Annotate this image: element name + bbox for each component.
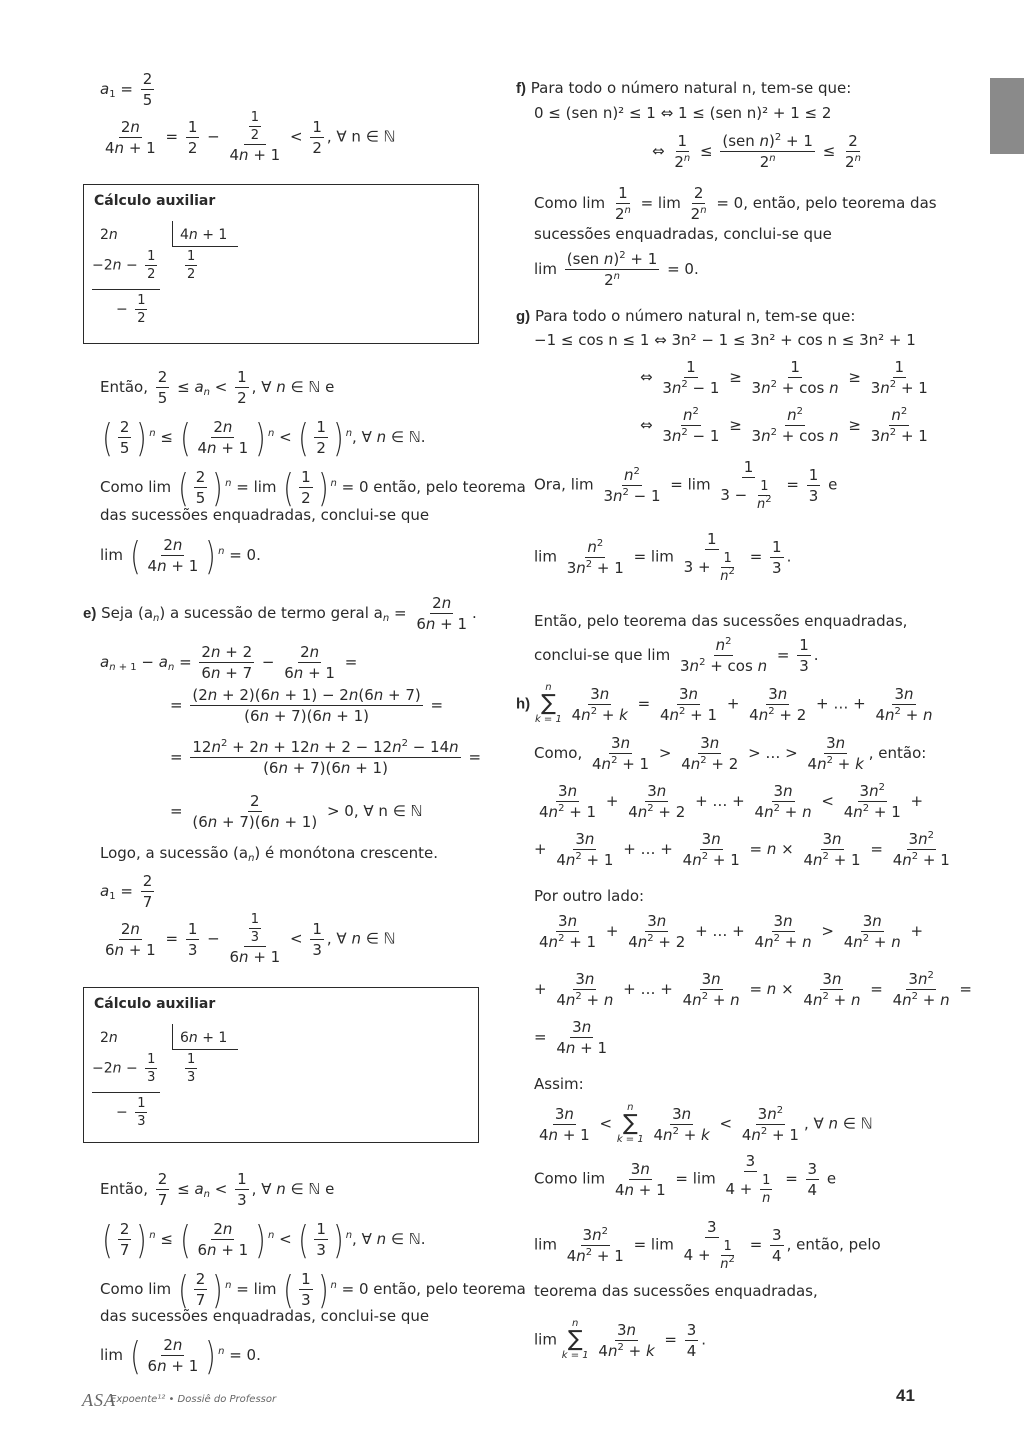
section-g-intro: g) Para todo o número natural n, tem-se que: <box>516 307 856 325</box>
h-como: Como, $\frac{3n}{4n^2 + 1}$ > $\frac{3n}{4n^2 + 2}$ > … > $\frac{3n}{4n^2 + k}$ , então: <box>534 734 927 773</box>
side-tab-marker <box>990 78 1024 154</box>
g-ora-lim: Ora, lim $\frac{n^2}{3n^2 - 1}$ = lim 1 3 − $\frac{1}{n^2}$ = $\frac{1}{3}$ e <box>534 458 838 512</box>
footer-subtitle: Expoente¹² • Dossiê do Professor <box>110 1394 277 1405</box>
f-line-1: 0 ≤ (sen n)² ≤ 1 ⇔ 1 ≤ (sen n)² + 1 ≤ 2 <box>534 104 832 122</box>
entao-ineq-e: Então, $\frac{2}{7}$ ≤ $a_n$ < $\frac{1}{3}$ , ∀ n ∈ ℕ e <box>100 1170 335 1209</box>
section-f-intro: f) Para todo o número natural n, tem-se que: <box>516 79 852 97</box>
h-teorema: teorema das sucessões enquadradas, <box>534 1282 818 1300</box>
g-entao: Então, pelo teorema das sucessões enquadradas, <box>534 612 908 630</box>
como-lim-e: Como lim ( $\frac{2}{7}$ ) $^n$ = lim ( $\frac{1}{3}$ ) $^n$ = 0 então, pelo teorema <box>100 1267 526 1312</box>
eq-diff-3: = $\frac{12n^2 + 2n + 12n + 2 - 12n^2 - 14n}{(6n + 7)(6n + 1)}$ = <box>170 738 482 777</box>
g-conclui: conclui-se que lim $\frac{n^2}{3n^2 + \cos n}$ = $\frac{1}{3}$ . <box>534 636 819 675</box>
eq-diff-1: $a_{n + 1} - a_n$ = $\frac{2n + 2}{6n + 7}$ − $\frac{2n}{6n + 1}$ = <box>100 643 358 682</box>
power-ineq-d: ( $\frac{2}{5}$ ) $^n$ ≤ ( $\frac{2n}{4n + 1}$ ) $^n$ < ( $\frac{1}{2}$ ) $^n$, ∀ n ∈ ℕ. <box>102 415 426 460</box>
logo-monotona: Logo, a sucessão $(a_n)$ é monótona crescente. <box>100 844 439 864</box>
h-ineq-3: $\frac{3n}{4n^2 + 1}$ + $\frac{3n}{4n^2 + 2}$ + … + $\frac{3n}{4n^2 + n}$ > $\frac{3n}{4n^2 + n}$ + <box>539 912 924 951</box>
aux-calc-title: Cálculo auxiliar <box>94 996 216 1012</box>
aux-calc-box-e: Cálculo auxiliar 2n 6n + 1 −2n − $\frac{1}{3}$ $\frac{1}{3}$ − $\frac{1}{3}$ <box>83 987 479 1143</box>
eq-a1-e: $a_1$ = $\frac{2}{7}$ <box>100 872 153 911</box>
como-lim-d: Como lim ( $\frac{2}{5}$ ) $^n$ = lim ( $\frac{1}{2}$ ) $^n$ = 0 então, pelo teorema <box>100 465 526 510</box>
aux-calc-title: Cálculo auxiliar <box>94 193 216 209</box>
h-ineq-1: $\frac{3n}{4n^2 + 1}$ + $\frac{3n}{4n^2 + 2}$ + … + $\frac{3n}{4n^2 + n}$ < $\frac{3n^2}{4n^2 + 1}$ + <box>539 782 924 821</box>
h-assim-ineq: $\frac{3n}{4n + 1}$ < n ∑ k = 1 $\frac{3n}{4n^2 + k}$ < $\frac{3n^2}{4n^2 + 1}$ , ∀ n ∈ ℕ <box>539 1102 873 1145</box>
publisher-logo: ASA <box>82 1390 116 1410</box>
h-como-lim: Como lim $\frac{3n}{4n + 1}$ = lim 3 4 + $\frac{1}{n}$ = $\frac{3}{4}$ e <box>534 1152 837 1206</box>
g-lim-2: lim $\frac{n^2}{3n^2 + 1}$ = lim 1 3 + $\frac{1}{n^2}$ = $\frac{1}{3}$ . <box>534 530 792 584</box>
eq-diff-4: = $\frac{2}{(6n + 7)(6n + 1)}$ > 0, ∀ n ∈ ℕ <box>170 792 423 831</box>
eq-2n-over-4n1: $\frac{2n}{4n + 1}$ = $\frac{1}{2}$ − $\frac{\frac{1}{2}}{4n + 1}$ < $\frac{1}{2}$ , ∀ n ∈ ℕ <box>105 110 396 164</box>
lim-result-e: lim ( $\frac{2n}{6n + 1}$ ) $^n$ = 0. <box>100 1333 261 1378</box>
power-ineq-e: ( $\frac{2}{7}$ ) $^n$ ≤ ( $\frac{2n}{6n + 1}$ ) $^n$ < ( $\frac{1}{3}$ ) $^n$, ∀ n ∈ ℕ. <box>102 1217 426 1262</box>
g-line-1: −1 ≤ cos n ≤ 1 ⇔ 3n² − 1 ≤ 3n² + cos n ≤ 3n² + 1 <box>534 331 916 349</box>
das-sucessoes-e: das sucessões enquadradas, conclui-se que <box>100 1307 430 1325</box>
h-ineq-2: + $\frac{3n}{4n^2 + 1}$ + … + $\frac{3n}{4n^2 + 1}$ = n × $\frac{3n}{4n^2 + 1}$ = $\frac{3n^2}{4n^2 + 1}$ <box>534 830 950 869</box>
f-sucessoes: sucessões enquadradas, conclui-se que <box>534 225 832 243</box>
page-number: 41 <box>896 1386 915 1405</box>
f-como-lim: Como lim $\frac{1}{2^n}$ = lim $\frac{2}{2^n}$ = 0, então, pelo teorema das <box>534 184 937 223</box>
forall-text: , ∀ n ∈ ℕ <box>326 127 396 146</box>
aux-calc-box-d: Cálculo auxiliar 2n 4n + 1 −2n − $\frac{1}{2}$ $\frac{1}{2}$ − $\frac{1}{2}$ <box>83 184 479 344</box>
section-h-sum: h) n ∑ k = 1 $\frac{3n}{4n^2 + k}$ = $\frac{3n}{4n^2 + 1}$ + $\frac{3n}{4n^2 + 2}$ + … + $\frac{3n}{4n^2 + n}$ <box>516 682 933 725</box>
h-ineq-4: + $\frac{3n}{4n^2 + n}$ + … + $\frac{3n}{4n^2 + n}$ = n × $\frac{3n}{4n^2 + n}$ = $\frac{3n^2}{4n^2 + n}$ = <box>534 970 972 1009</box>
entao-ineq-d: Então, $\frac{2}{5}$ ≤ $a_n$ < $\frac{1}{2}$ , ∀ n ∈ ℕ e <box>100 368 335 407</box>
eq-diff-2: = $\frac{(2n + 2)(6n + 1) - 2n(6n + 7)}{(6n + 7)(6n + 1)}$ = <box>170 686 444 725</box>
h-lim-2: lim $\frac{3n^2}{4n^2 + 1}$ = lim 3 4 + $\frac{1}{n^2}$ = $\frac{3}{4}$ , então, pelo <box>534 1218 881 1272</box>
h-ineq-5: = $\frac{3n}{4n + 1}$ <box>534 1018 608 1057</box>
h-por-outro: Por outro lado: <box>534 887 645 905</box>
eq-2n-over-6n1: $\frac{2n}{6n + 1}$ = $\frac{1}{3}$ − $\frac{\frac{1}{3}}{6n + 1}$ < $\frac{1}{3}$ , ∀ n ∈ ℕ <box>105 912 396 966</box>
lim-result-d: lim ( $\frac{2n}{4n + 1}$ ) $^n$ = 0. <box>100 533 261 578</box>
h-assim: Assim: <box>534 1075 584 1093</box>
section-e-intro: e) Seja $(a_n)$ a sucessão de termo geral $a_n$ = $\frac{2n}{6n + 1}$ . <box>83 594 477 633</box>
g-line-3: ⇔ $\frac{n^2}{3n^2 - 1}$ ≥ $\frac{n^2}{3n^2 + \cos n}$ ≥ $\frac{n^2}{3n^2 + 1}$ <box>640 406 928 445</box>
eq-a1-d: $a_1$ = $\frac{2}{5}$ <box>100 70 153 109</box>
f-lim-result: lim $\frac{(sen n)^2 + 1}{2^n}$ = 0. <box>534 250 699 289</box>
h-lim-result: lim n ∑ k = 1 $\frac{3n}{4n^2 + k}$ = $\frac{3}{4}$ . <box>534 1318 707 1361</box>
f-line-2: ⇔ $\frac{1}{2^n}$ ≤ $\frac{(sen n)^2 + 1}{2^n}$ ≤ $\frac{2}{2^n}$ <box>652 132 861 171</box>
das-sucessoes-d: das sucessões enquadradas, conclui-se que <box>100 506 430 524</box>
g-line-2: ⇔ $\frac{1}{3n^2 - 1}$ ≥ $\frac{1}{3n^2 + \cos n}$ ≥ $\frac{1}{3n^2 + 1}$ <box>640 358 928 397</box>
